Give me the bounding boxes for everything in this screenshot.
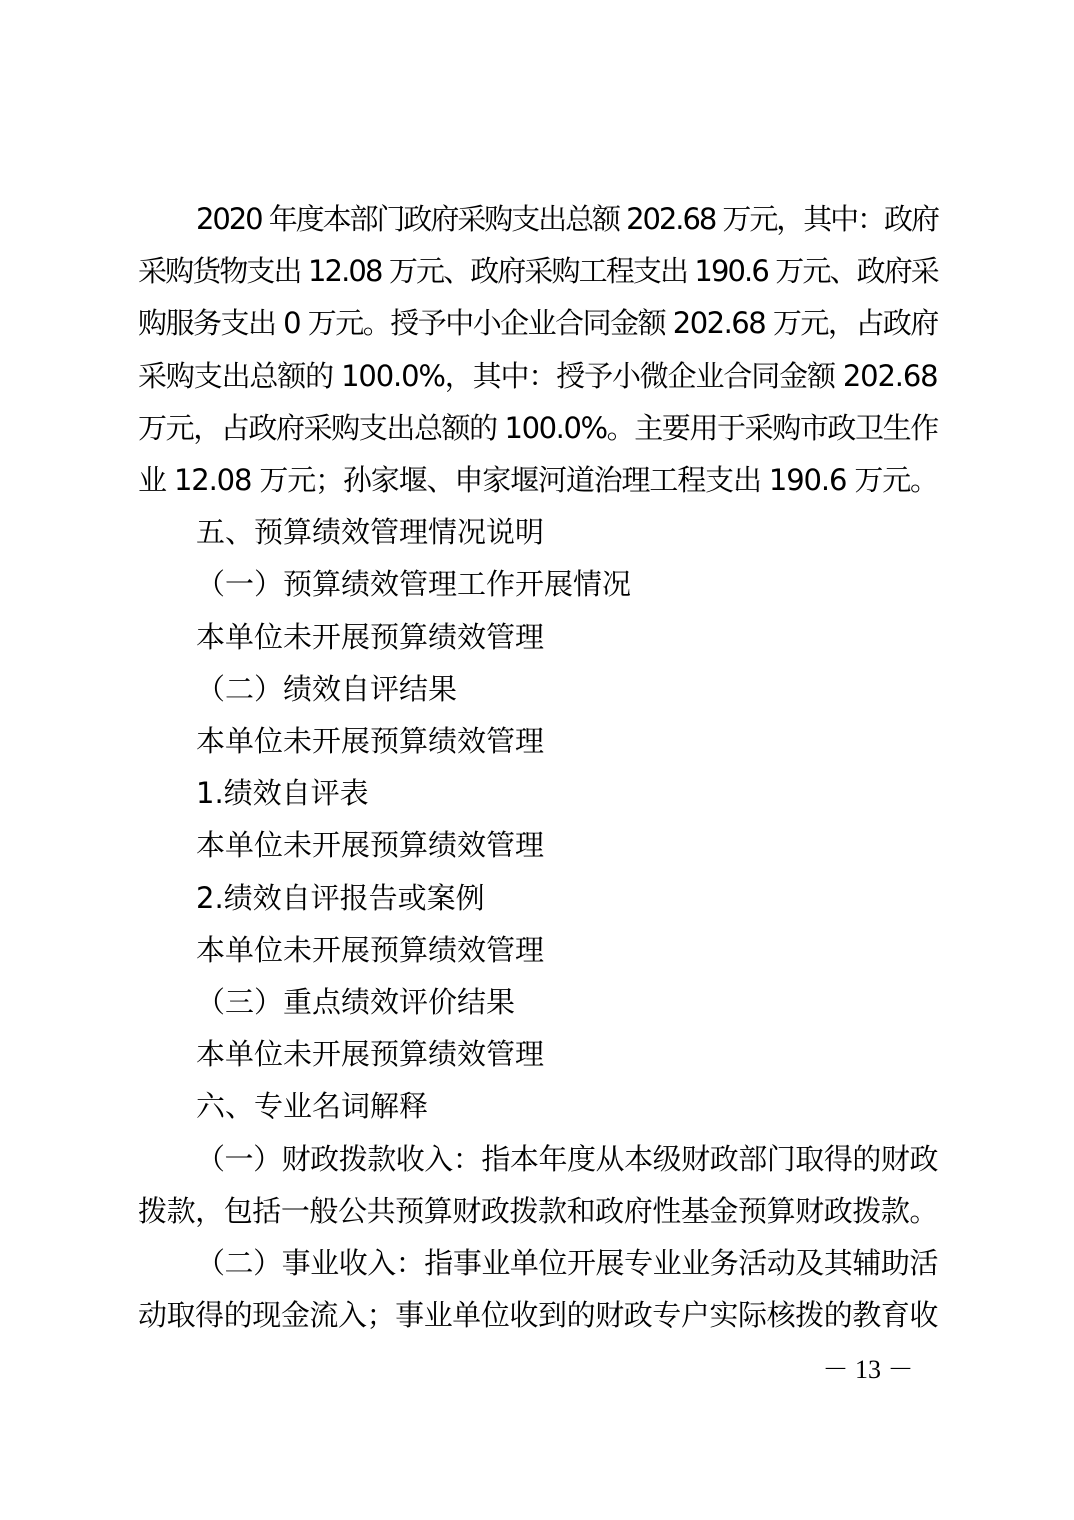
- paragraph-procurement: [138, 193, 938, 506]
- text-line: 本单位未开展预算绩效管理: [196, 828, 545, 863]
- text-line: 采购支出总额的 100.0%，其中：授予小微企业合同金额 202.68: [138, 358, 938, 393]
- text-line: 业 12.08 万元；孙家堰、申家堰河道治理工程支出 190.6 万元。: [138, 463, 938, 498]
- text-line: 购服务支出 0 万元。授予中小企业合同金额 202.68 万元，占政府: [138, 306, 938, 341]
- paragraph-heading-5: [138, 506, 938, 558]
- text-line: 本单位未开展预算绩效管理: [196, 619, 545, 654]
- paragraph-body-3: [138, 819, 938, 871]
- page-number: － 13 －: [822, 1355, 914, 1384]
- text-line: 拨款，包括一般公共预算财政拨款和政府性基金预算财政拨款。: [138, 1193, 939, 1228]
- body-text: [138, 193, 938, 1341]
- paragraph-body-5: [138, 1028, 938, 1080]
- text-line: 本单位未开展预算绩效管理: [196, 724, 545, 759]
- paragraph-item-1: [138, 767, 938, 819]
- text-line: （一）财政拨款收入：指本年度从本级财政部门取得的财政: [196, 1141, 939, 1176]
- text-line: 六、专业名词解释: [196, 1089, 429, 1124]
- text-line: （二）绩效自评结果: [196, 671, 458, 706]
- text-line: （一）预算绩效管理工作开展情况: [196, 567, 632, 602]
- text-line: 1.绩效自评表: [196, 776, 369, 811]
- paragraph-item-2: [138, 872, 938, 924]
- text-line: （二）事业收入：指事业单位开展专业业务活动及其辅助活: [196, 1246, 939, 1281]
- paragraph-term-1: [138, 1133, 938, 1237]
- text-line: 2020 年度本部门政府采购支出总额 202.68 万元，其中：政府: [196, 202, 938, 236]
- paragraph-heading-6: [138, 1080, 938, 1132]
- paragraph-body-1: [138, 611, 938, 663]
- paragraph-sub-1: [138, 558, 938, 610]
- paragraph-body-2: [138, 715, 938, 767]
- text-line: 2.绩效自评报告或案例: [196, 880, 485, 915]
- paragraph-sub-2: [138, 663, 938, 715]
- text-line: （三）重点绩效评价结果: [196, 985, 516, 1020]
- text-line: 万元，占政府采购支出总额的 100.0%。主要用于采购市政卫生作: [138, 410, 938, 445]
- text-line: 本单位未开展预算绩效管理: [196, 1037, 545, 1072]
- paragraph-sub-3: [138, 976, 938, 1028]
- text-line: 本单位未开展预算绩效管理: [196, 932, 545, 967]
- paragraph-body-4: [138, 924, 938, 976]
- text-line: 五、预算绩效管理情况说明: [196, 515, 545, 550]
- text-line: 采购货物支出 12.08 万元、政府采购工程支出 190.6 万元、政府采: [138, 254, 938, 289]
- text-line: 动取得的现金流入；事业单位收到的财政专户实际核拨的教育收: [138, 1298, 939, 1333]
- paragraph-term-2: [138, 1237, 938, 1341]
